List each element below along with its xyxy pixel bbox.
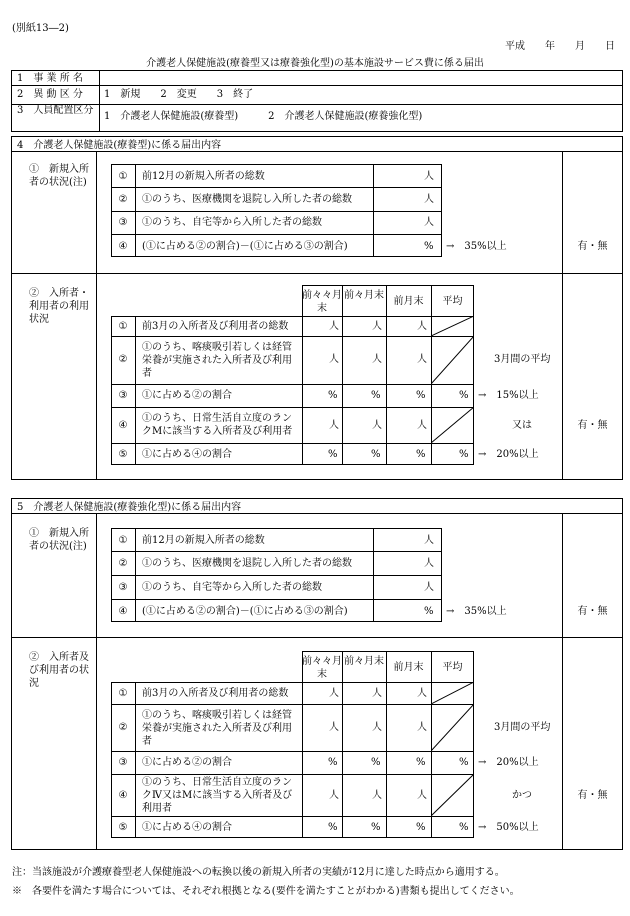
s5-p2-threshold-1: → 20%以上 (478, 757, 539, 768)
s4-p2-row2-unit1[interactable]: 人 (329, 354, 339, 365)
s5-p2-row2-unit2[interactable]: 人 (372, 722, 382, 733)
s5-p2-threshold-2: → 50%以上 (478, 822, 539, 833)
s5-p2-row4-unit1[interactable]: 人 (329, 790, 339, 801)
s4-p2-note-average: 3月間の平均 (494, 354, 551, 365)
s4-p1-row4-text: (①に占める②の割合)－(①に占める③の割合) (142, 241, 348, 252)
s5-p2-result[interactable]: 有・無 (577, 790, 608, 801)
s4-p1-row1-num: ① (118, 171, 128, 182)
s4-p1-row3-unit[interactable]: 人 (424, 217, 434, 228)
s4-p2-row5-unit1[interactable]: % (328, 449, 338, 460)
s4-p1-row2-unit[interactable]: 人 (424, 194, 434, 205)
s5-p2-row3-num: ③ (118, 757, 128, 768)
s4-p1-row1-text: 前12月の新規入所者の総数 (142, 171, 265, 182)
staffing-label: 3 人員配置区分 (17, 105, 94, 116)
staffing-options[interactable]: 1 介護老人保健施設(療養型) 2 介護老人保健施設(療養強化型) (104, 111, 423, 122)
s5-p1-label: ① 新規入所者の状況(注) (29, 528, 89, 552)
s4-p1-row3-text: ①のうち、自宅等から入所した者の総数 (142, 217, 322, 228)
change-type-options[interactable]: 1 新規 2 変更 3 終了 (104, 89, 254, 100)
s5-p2-row1-text: 前3月の入所者及び利用者の総数 (142, 688, 289, 699)
office-name-label: 1 事 業 所 名 (17, 73, 83, 84)
s5-p2-row1-unit2[interactable]: 人 (372, 688, 382, 699)
s4-p2-row5-unit3[interactable]: % (416, 449, 426, 460)
s4-p2-row5-text: ①に占める④の割合 (142, 449, 232, 460)
s5-p2-header-1: 前々々月末 (302, 656, 342, 680)
document-title: 介護老人保健施設(療養型又は療養強化型)の基本施設サービス費に係る届出 (146, 58, 484, 69)
s4-p2-header-3: 前月末 (393, 296, 424, 307)
s4-p1-row1-unit[interactable]: 人 (424, 171, 434, 182)
s5-p1-row3-unit[interactable]: 人 (424, 582, 434, 593)
s4-p2-row5-unit2[interactable]: % (371, 449, 381, 460)
s5-p2-row3-unit2[interactable]: % (371, 757, 381, 768)
s5-p2-row1-unit3[interactable]: 人 (417, 688, 427, 699)
s4-p2-row1-avg-slash (431, 316, 474, 336)
s5-p2-row3-unit1[interactable]: % (328, 757, 338, 768)
s5-p2-row4-avg-slash (431, 774, 474, 816)
s4-p2-label: ② 入所者・利用者の利用状況 (29, 288, 89, 325)
s5-p2-row1-num: ① (118, 688, 128, 699)
s4-p1-row2-text: ①のうち、医療機関を退院し入所した者の総数 (142, 194, 352, 205)
s5-p2-row4-unit3[interactable]: 人 (417, 790, 427, 801)
s4-p1-threshold: → 35%以上 (446, 241, 507, 252)
s5-p2-row5-unit2[interactable]: % (371, 822, 381, 833)
s4-p2-row2-num: ② (118, 354, 128, 365)
s5-p2-label: ② 入所者及び利用者の状況 (29, 652, 89, 689)
s4-p2-row1-unit1[interactable]: 人 (329, 321, 339, 332)
s5-p2-row4-unit2[interactable]: 人 (372, 790, 382, 801)
s4-p2-header-1: 前々々月末 (302, 290, 342, 314)
s4-p2-row3-unit2[interactable]: % (371, 390, 381, 401)
s5-p1-row1-num: ① (118, 535, 128, 546)
s5-p2-row5-text: ①に占める④の割合 (142, 822, 232, 833)
s4-p2-row3-avg[interactable]: % (459, 390, 469, 401)
s5-p2-note-average: 3月間の平均 (494, 722, 551, 733)
s4-p2-header-4: 平均 (442, 296, 463, 307)
s4-p2-result[interactable]: 有・無 (577, 420, 608, 431)
s4-p2-row3-unit3[interactable]: % (416, 390, 426, 401)
s5-p2-row1-unit1[interactable]: 人 (329, 688, 339, 699)
s5-p1-result[interactable]: 有・無 (577, 606, 608, 617)
s5-p1-row2-num: ② (118, 558, 128, 569)
s4-p2-row4-unit2[interactable]: 人 (372, 420, 382, 431)
submission-date: 平成 年 月 日 (505, 41, 615, 52)
s4-p2-row4-unit3[interactable]: 人 (417, 420, 427, 431)
s5-p2-row3-avg[interactable]: % (459, 757, 469, 768)
s4-p2-row3-text: ①に占める②の割合 (142, 390, 232, 401)
s5-p1-threshold: → 35%以上 (446, 606, 507, 617)
s4-p1-row4-num: ④ (118, 241, 128, 252)
s5-p1-row4-num: ④ (118, 606, 128, 617)
s5-p2-row2-text: ①のうち、喀痰吸引若しくは経管栄養が実施された入所者及び利用者 (142, 710, 292, 747)
section4-title: 4 介護老人保健施設(療養型)に係る届出内容 (17, 140, 222, 151)
s4-p2-row1-unit3[interactable]: 人 (417, 321, 427, 332)
s5-p1-row2-text: ①のうち、医療機関を退院し入所した者の総数 (142, 558, 352, 569)
section5-title: 5 介護老人保健施設(療養強化型)に係る届出内容 (17, 502, 242, 513)
s4-p2-threshold-1: → 15%以上 (478, 390, 539, 401)
s4-p2-row4-avg-slash (431, 407, 474, 443)
s4-p2-row4-num: ④ (118, 420, 128, 431)
s5-p2-row5-num: ⑤ (118, 822, 128, 833)
s5-p2-row5-unit3[interactable]: % (416, 822, 426, 833)
s5-p1-row4-text: (①に占める②の割合)－(①に占める③の割合) (142, 606, 348, 617)
s4-p2-row1-unit2[interactable]: 人 (372, 321, 382, 332)
s4-p2-row4-unit1[interactable]: 人 (329, 420, 339, 431)
footnote-asterisk: ※ 各要件を満たす場合については、それぞれ根拠となる(要件を満たすことがわかる)書類も提出してください。 (12, 886, 520, 897)
s4-p1-label: ① 新規入所者の状況(注) (29, 164, 89, 188)
s5-p2-row5-avg[interactable]: % (459, 822, 469, 833)
s5-p1-row2-unit[interactable]: 人 (424, 558, 434, 569)
s4-p1-result[interactable]: 有・無 (577, 241, 608, 252)
s4-p2-row1-num: ① (118, 321, 128, 332)
s4-p1-row4-unit[interactable]: % (424, 241, 434, 252)
s5-p2-row2-num: ② (118, 722, 128, 733)
s4-p2-row2-unit2[interactable]: 人 (372, 354, 382, 365)
s5-p1-row1-unit[interactable]: 人 (424, 535, 434, 546)
s5-p2-row4-num: ④ (118, 790, 128, 801)
s4-p2-threshold-2: → 20%以上 (478, 449, 539, 460)
s4-p2-row1-text: 前3月の入所者及び利用者の総数 (142, 321, 289, 332)
s4-p2-row3-num: ③ (118, 390, 128, 401)
s4-p2-row2-unit3[interactable]: 人 (417, 354, 427, 365)
s5-p2-row3-text: ①に占める②の割合 (142, 757, 232, 768)
s5-p2-row3-unit3[interactable]: % (416, 757, 426, 768)
s5-p2-header-2: 前々月末 (344, 656, 384, 667)
s4-p2-row3-unit1[interactable]: % (328, 390, 338, 401)
s4-p2-row2-text: ①のうち、喀痰吸引若しくは経管栄養が実施された入所者及び利用者 (142, 342, 292, 379)
s5-p2-row5-unit1[interactable]: % (328, 822, 338, 833)
s4-p2-row5-num: ⑤ (118, 449, 128, 460)
s5-p1-row3-text: ①のうち、自宅等から入所した者の総数 (142, 582, 322, 593)
change-type-label: 2 異 動 区 分 (17, 89, 83, 100)
s4-p2-row5-avg[interactable]: % (459, 449, 469, 460)
s4-p2-row4-text: ①のうち、日常生活自立度のランクMに該当する入所者及び利用者 (142, 413, 293, 437)
s5-p1-row1-text: 前12月の新規入所者の総数 (142, 535, 265, 546)
s5-p2-connector: かつ (512, 790, 532, 801)
s5-p1-row3-num: ③ (118, 582, 128, 593)
s5-p2-row2-unit3[interactable]: 人 (417, 722, 427, 733)
s4-p2-connector: 又は (512, 420, 532, 431)
s4-p1-row2-num: ② (118, 194, 128, 205)
s5-p2-row2-unit1[interactable]: 人 (329, 722, 339, 733)
footnote-note: 注：当該施設が介護療養型老人保健施設への転換以後の新規入所者の実績が12月に達した時点から適用する。 (12, 867, 505, 878)
s4-p1-row3-num: ③ (118, 217, 128, 228)
s4-p2-row2-avg-slash (431, 336, 474, 384)
s5-p2-row2-avg-slash (431, 704, 474, 751)
form-reference: (別紙13―2) (12, 23, 69, 34)
s5-p2-row1-avg-slash (431, 682, 474, 704)
s5-p2-header-3: 前月末 (393, 662, 424, 673)
s4-p2-header-2: 前々月末 (344, 290, 384, 301)
s5-p2-header-4: 平均 (442, 662, 463, 673)
s5-p1-row4-unit[interactable]: % (424, 606, 434, 617)
s5-p2-row4-text: ①のうち、日常生活自立度のランクⅣ又はMに該当する入所者及び利用者 (142, 777, 293, 814)
